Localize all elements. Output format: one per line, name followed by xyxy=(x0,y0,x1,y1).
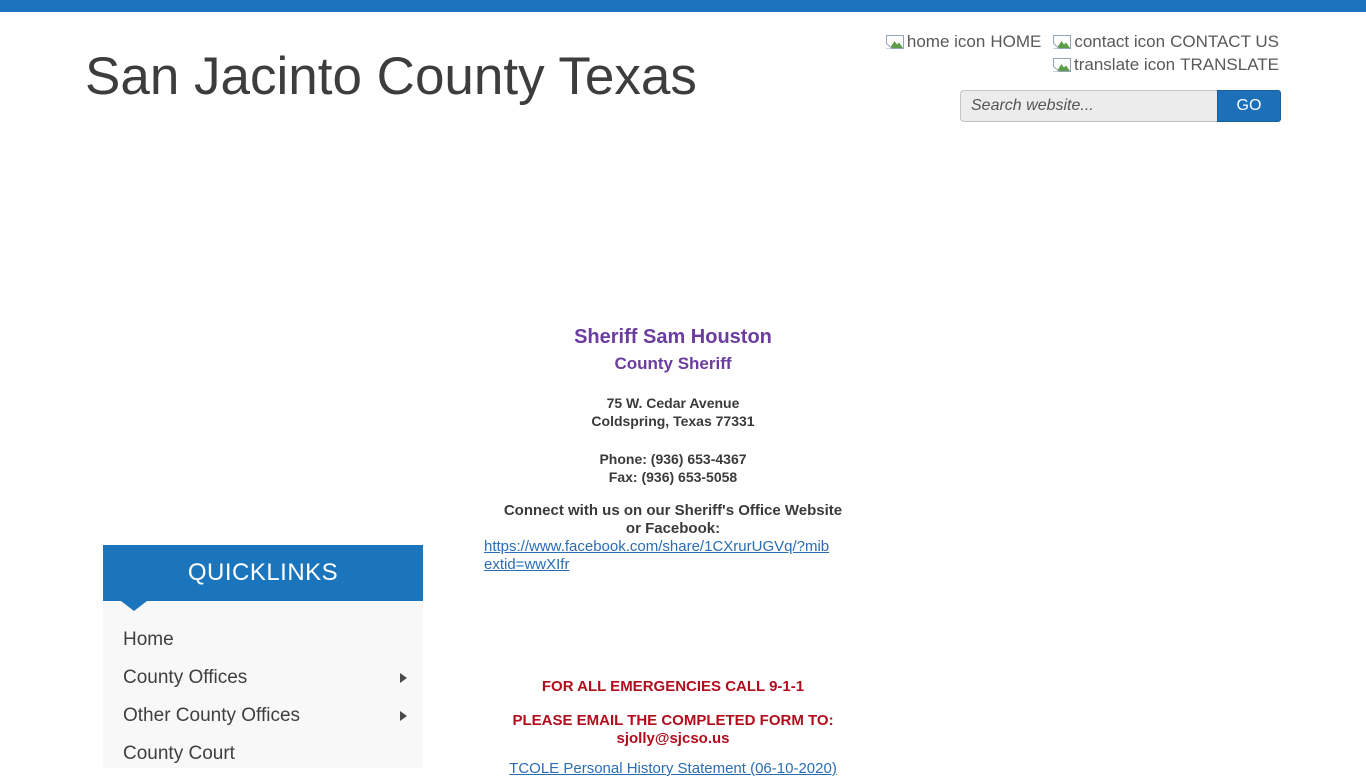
broken-image-icon xyxy=(886,35,904,49)
search-input[interactable] xyxy=(960,90,1217,122)
connect-line-1: Connect with us on our Sheriff's Office Website xyxy=(503,502,843,519)
connect-text xyxy=(484,502,862,538)
email-notice xyxy=(484,712,862,748)
phone-number: Phone: (936) 653-4367 xyxy=(599,451,747,467)
quicklinks-menu xyxy=(103,601,423,768)
emergency-notice: FOR ALL EMERGENCIES CALL 9-1-1 xyxy=(541,678,805,695)
header-nav xyxy=(886,32,1279,75)
header-nav-row-1 xyxy=(886,32,1279,52)
page-subtitle: County Sheriff xyxy=(614,354,732,373)
quicklinks-header: QUICKLINKS xyxy=(103,545,423,601)
sidebar-item-county-court[interactable] xyxy=(103,735,423,773)
sidebar-item-label: Home xyxy=(123,629,174,650)
top-accent-bar xyxy=(0,0,1366,12)
facebook-link[interactable]: https://www.facebook.com/share/1CXrurUGVq/?mibextid=wwXIfr xyxy=(484,538,830,573)
address-line-1: 75 W. Cedar Avenue xyxy=(606,395,740,411)
contact-icon-alt-text: contact icon xyxy=(1074,32,1166,51)
submenu-arrow-icon xyxy=(400,711,407,721)
sidebar-item-label: Other County Offices xyxy=(123,705,301,726)
sidebar-item-other-county-offices[interactable] xyxy=(103,697,423,735)
quicklinks-sidebar xyxy=(103,545,423,768)
site-title: San Jacinto County Texas xyxy=(85,47,697,106)
sidebar-item-county-offices[interactable] xyxy=(103,659,423,697)
sidebar-item-home[interactable] xyxy=(103,621,423,659)
sidebar-item-label: County Offices xyxy=(123,667,248,688)
nav-link-translate[interactable] xyxy=(1053,55,1279,75)
address-line-2: Coldspring, Texas 77331 xyxy=(591,413,755,429)
search-bar xyxy=(960,90,1281,122)
address-block xyxy=(484,394,862,430)
page-title: Sheriff Sam Houston xyxy=(574,326,772,348)
home-icon-alt-text: home icon xyxy=(906,32,986,51)
header-nav-row-2 xyxy=(1053,55,1279,75)
phone-block xyxy=(484,450,862,486)
search-go-button[interactable]: GO xyxy=(1217,90,1281,122)
broken-image-icon xyxy=(1053,58,1071,72)
translate-icon-alt-text: translate icon xyxy=(1074,55,1176,74)
quicklinks-notch xyxy=(121,601,147,611)
submenu-arrow-icon xyxy=(400,673,407,683)
fax-number: Fax: (936) 653-5058 xyxy=(608,469,738,485)
main-content xyxy=(484,326,862,778)
nav-translate-label: TRANSLATE xyxy=(1180,55,1279,74)
nav-link-contact-us[interactable] xyxy=(1053,32,1279,52)
email-notice-line-1: PLEASE EMAIL THE COMPLETED FORM TO: xyxy=(512,712,834,729)
nav-home-label: HOME xyxy=(990,32,1042,51)
connect-line-2: or Facebook: xyxy=(625,520,721,537)
broken-image-icon xyxy=(1053,35,1071,49)
sidebar-item-label: County Court xyxy=(123,743,235,764)
nav-contact-label: CONTACT US xyxy=(1170,32,1279,51)
email-notice-line-2: sjolly@sjcso.us xyxy=(616,730,730,747)
tcole-statement-link[interactable]: TCOLE Personal History Statement (06-10-2020) xyxy=(509,760,837,777)
nav-link-home[interactable] xyxy=(886,32,1041,52)
